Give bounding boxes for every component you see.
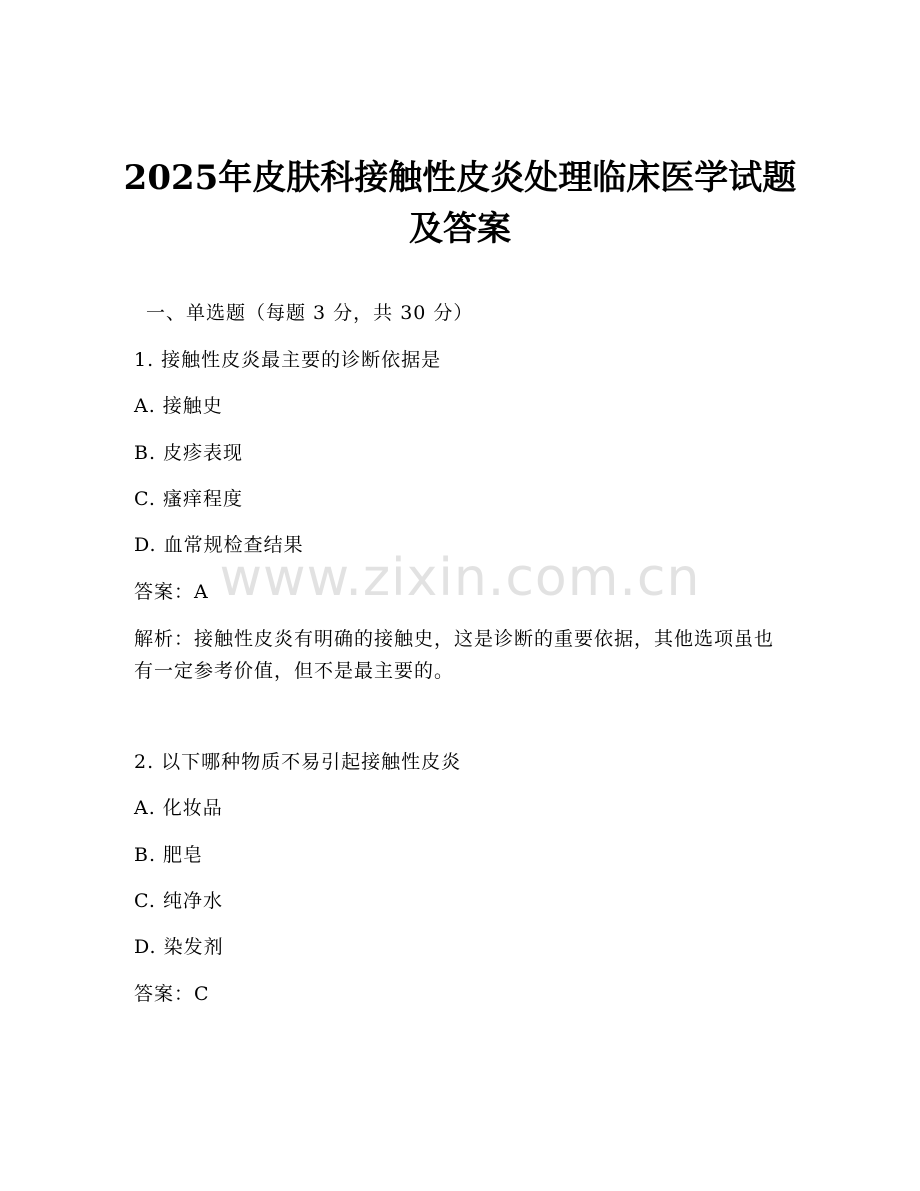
option-b: B. 肥皂 [134, 844, 204, 866]
option-b: B. 皮疹表现 [134, 442, 244, 464]
answer: 答案：A [134, 581, 209, 603]
option-d: D. 染发剂 [134, 936, 224, 958]
option-c: C. 瘙痒程度 [134, 488, 243, 510]
document-title-line-1: 2025年皮肤科接触性皮炎处理临床医学试题 [123, 158, 797, 198]
section-heading: 一、单选题（每题 3 分，共 30 分） [146, 302, 474, 324]
option-a: A. 化妆品 [134, 797, 223, 819]
option-a: A. 接触史 [134, 395, 223, 417]
explanation: 解析：接触性皮炎有明确的接触史，这是诊断的重要依据，其他选项虽也有一定参考价值，但不是最主要的。 [134, 628, 775, 682]
document-title-line-2: 及答案 [409, 209, 511, 249]
option-c: C. 纯净水 [134, 890, 223, 912]
question-stem: 1. 接触性皮炎最主要的诊断依据是 [134, 349, 442, 371]
option-d: D. 血常规检查结果 [134, 534, 304, 556]
answer: 答案：C [134, 983, 210, 1005]
question-stem: 2. 以下哪种物质不易引起接触性皮炎 [134, 751, 462, 773]
watermark: www.zixin.com.cn [219, 548, 701, 608]
